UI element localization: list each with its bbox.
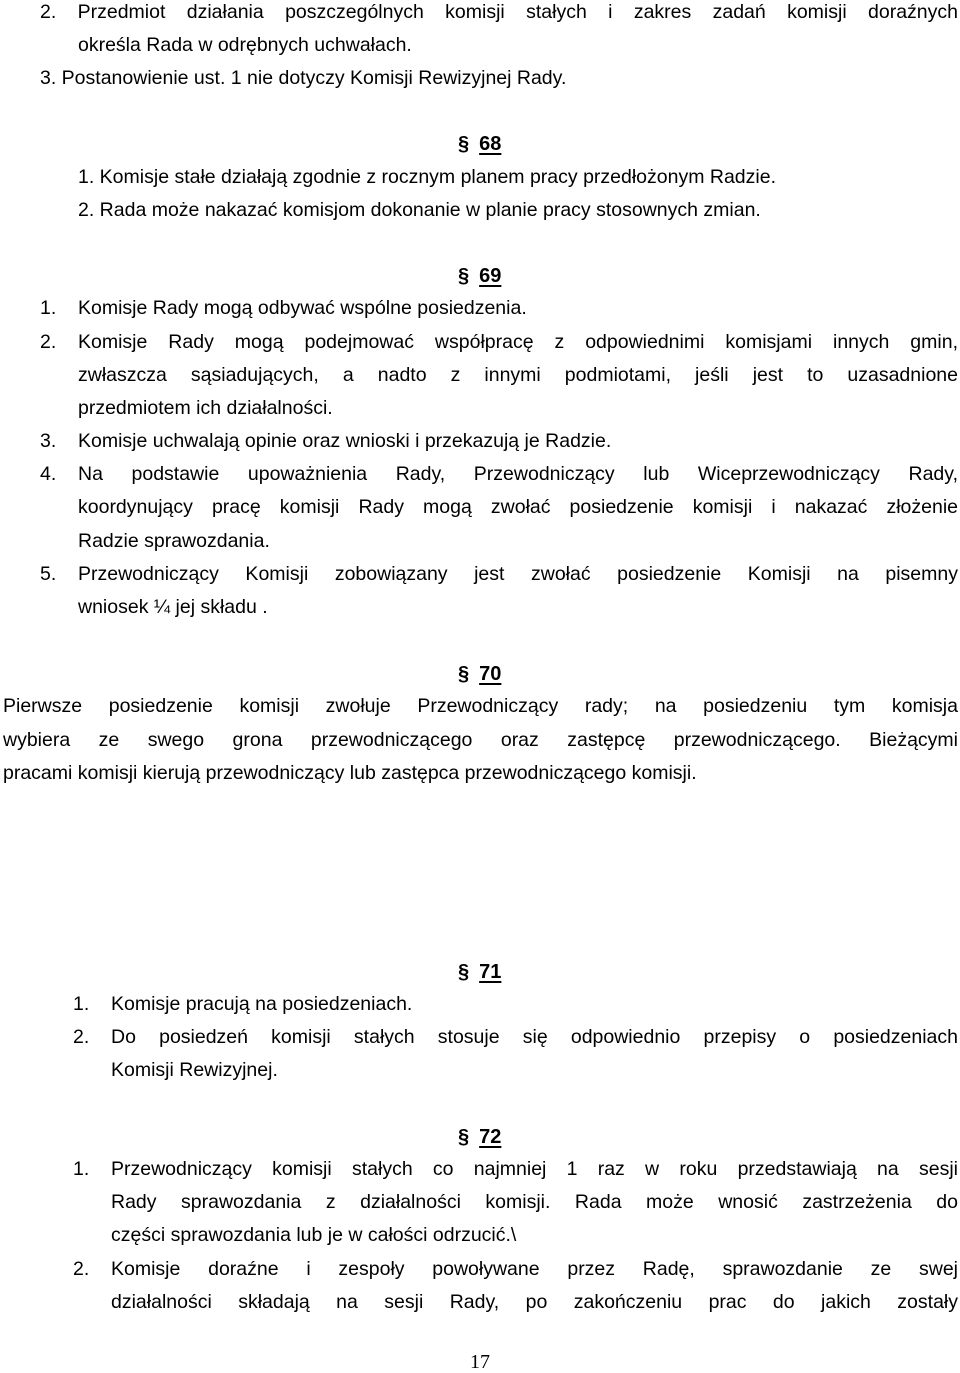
section-heading-72 bbox=[458, 1127, 501, 1147]
item-number: 2. bbox=[40, 331, 57, 353]
page-number: 17 bbox=[470, 1351, 490, 1373]
paragraph-line: Pierwsze posiedzenie komisji zwołuje Przewodniczący rady; na posiedzeniu tym komisja bbox=[3, 695, 958, 717]
section-heading-71 bbox=[458, 962, 501, 982]
section-number: 70 bbox=[479, 663, 502, 685]
list-item-line: części sprawozdania lub je w całości odrzucić.\ bbox=[111, 1224, 517, 1246]
list-item-line: koordynujący pracę komisji Rady mogą zwołać posiedzenie komisji i nakazać złożenie bbox=[78, 496, 958, 518]
list-item: 1. Komisje stałe działają zgodnie z rocznym planem pracy przedłożonym Radzie. bbox=[78, 166, 776, 188]
list-item: Komisje Rady mogą odbywać wspólne posiedzenia. bbox=[78, 297, 527, 319]
list-item-line: Radzie sprawozdania. bbox=[78, 530, 270, 552]
list-item: 2. Rada może nakazać komisjom dokonanie w planie pracy stosownych zmian. bbox=[78, 199, 761, 221]
item-number: 2. bbox=[73, 1026, 90, 1048]
section-heading-68 bbox=[458, 134, 501, 154]
paragraph-line: określa Rada w odrębnych uchwałach. bbox=[78, 34, 412, 56]
section-symbol: § bbox=[458, 1126, 470, 1148]
list-item: Komisje pracują na posiedzeniach. bbox=[111, 993, 413, 1015]
list-item-line: Na podstawie upoważnienia Rady, Przewodniczący lub Wiceprzewodniczący Rady, bbox=[78, 463, 958, 485]
list-item-line: wniosek ¼ jej składu . bbox=[78, 596, 268, 618]
list-item-line: Komisje doraźne i zespoły powoływane przez Radę, sprawozdanie ze swej bbox=[111, 1258, 958, 1280]
item-number: 4. bbox=[40, 463, 57, 485]
item-number: 5. bbox=[40, 563, 57, 585]
list-item-line: przedmiotem ich działalności. bbox=[78, 397, 333, 419]
section-number: 71 bbox=[479, 961, 502, 983]
section-heading-70 bbox=[458, 664, 501, 684]
item-number: 1. bbox=[73, 1158, 90, 1180]
list-item-line: Rady sprawozdania z działalności komisji. Rada może wnosić zastrzeżenia do bbox=[111, 1191, 958, 1213]
list-item-line: Przewodniczący Komisji zobowiązany jest zwołać posiedzenie Komisji na pisemny bbox=[78, 563, 958, 585]
section-number: 69 bbox=[479, 265, 502, 287]
section-symbol: § bbox=[458, 663, 470, 685]
section-symbol: § bbox=[458, 133, 470, 155]
section-symbol: § bbox=[458, 961, 470, 983]
list-item-line: działalności składają na sesji Rady, po zakończeniu prac do jakich zostały bbox=[111, 1291, 958, 1313]
paragraph-line: 3. Postanowienie ust. 1 nie dotyczy Komisji Rewizyjnej Rady. bbox=[40, 67, 567, 89]
item-number: 1. bbox=[73, 993, 90, 1015]
paragraph-line: pracami komisji kierują przewodniczący lub zastępca przewodniczącego komisji. bbox=[3, 762, 697, 784]
item-number: 1. bbox=[40, 297, 57, 319]
section-symbol: § bbox=[458, 265, 470, 287]
list-item-line: Komisje Rady mogą podejmować współpracę z odpowiednimi komisjami innych gmin, bbox=[78, 331, 958, 353]
section-heading-69 bbox=[458, 266, 501, 286]
list-item-line: Do posiedzeń komisji stałych stosuje się odpowiednio przepisy o posiedzeniach bbox=[111, 1026, 958, 1048]
paragraph-line: 2. Przedmiot działania poszczególnych komisji stałych i zakres zadań komisji doraźnych bbox=[40, 1, 958, 23]
list-item-line: zwłaszcza sąsiadujących, a nadto z innymi podmiotami, jeśli jest to uzasadnione bbox=[78, 364, 958, 386]
item-number: 2. bbox=[73, 1258, 90, 1280]
section-number: 72 bbox=[479, 1126, 502, 1148]
list-item-line: Przewodniczący komisji stałych co najmniej 1 raz w roku przedstawiają na sesji bbox=[111, 1158, 958, 1180]
list-item: Komisje uchwalają opinie oraz wnioski i przekazują je Radzie. bbox=[78, 430, 612, 452]
item-number: 3. bbox=[40, 430, 57, 452]
section-number: 68 bbox=[479, 133, 502, 155]
list-item-line: Komisji Rewizyjnej. bbox=[111, 1059, 278, 1081]
paragraph-line: wybiera ze swego grona przewodniczącego oraz zastępcę przewodniczącego. Bieżącymi bbox=[3, 729, 958, 751]
